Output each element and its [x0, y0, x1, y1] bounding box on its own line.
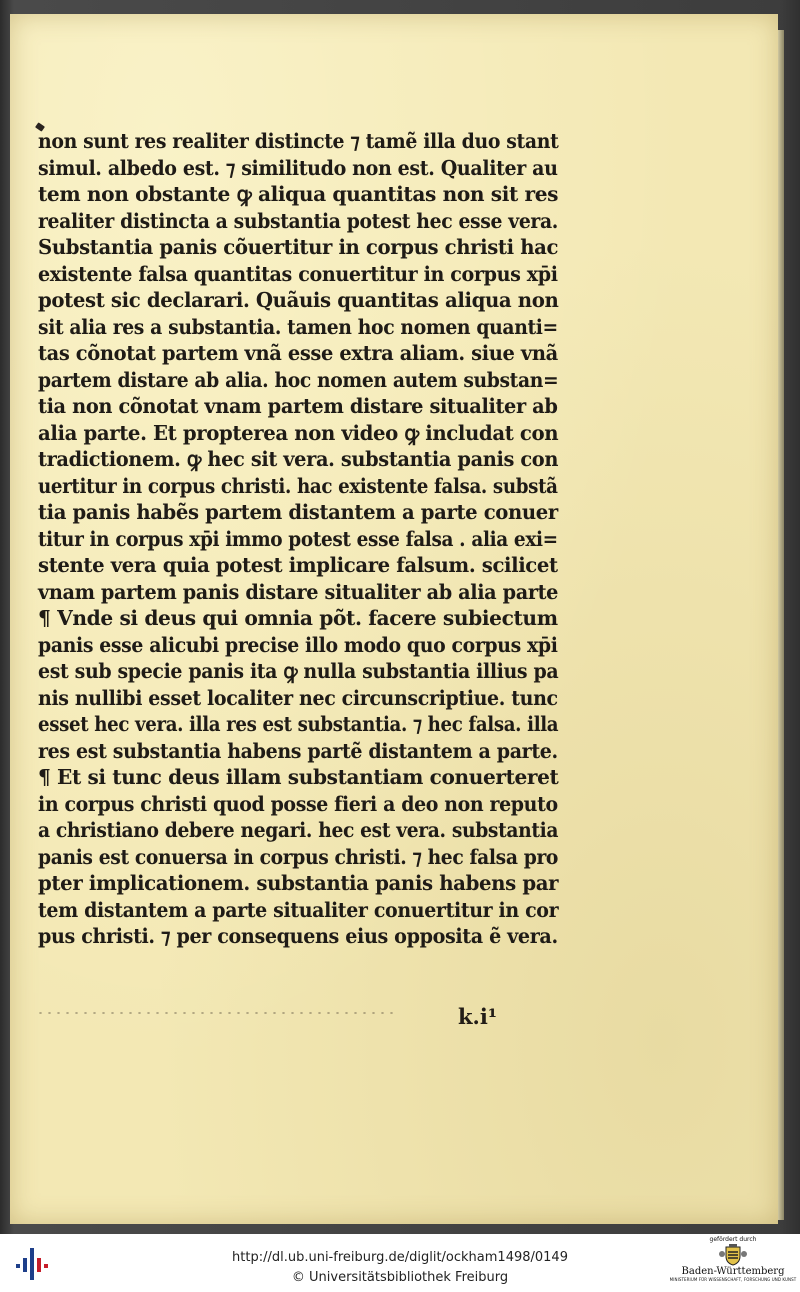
text-line: a christiano debere negari. hec est vera. substantia — [38, 818, 559, 842]
signature-mark: k.i¹ — [458, 1004, 498, 1029]
text-line: tia non cõnotat vnam partem distare situaliter ab — [38, 394, 558, 418]
text-line: non sunt res realiter distincte ⁊ tamẽ illa duo stant — [38, 129, 559, 153]
footer-bar — [0, 1234, 800, 1292]
text-line: sit alia res a substantia. tamen hoc nomen quanti= — [38, 314, 558, 339]
text-line: panis esse alicubi precise illo modo quo corpus xp̄i — [38, 632, 558, 657]
text-line: nis nullibi esset localiter nec circunscriptiue. tunc — [38, 685, 558, 710]
sponsor-label: gefördert durch — [709, 1236, 757, 1243]
text-line: pus christi. ⁊ per consequens eius opposita ẽ vera. — [38, 924, 558, 948]
text-line: titur in corpus xp̄i immo potest esse falsa . alia exi= — [38, 526, 558, 551]
text-line: tem distantem a parte situaliter conuertitur in cor — [38, 897, 559, 922]
text-line: existente falsa quantitas conuertitur in corpus xp̄i — [38, 261, 558, 286]
page-edge — [778, 30, 784, 1220]
text-line: est sub specie panis ita ꝙ nulla substantia illius pa — [38, 659, 559, 683]
text-line: realiter distincta a substantia potest hec esse vera. — [38, 208, 558, 233]
text-line: potest sic declarari. Quãuis quantitas aliqua non — [38, 288, 559, 312]
text-line: tia panis habẽs partem distantem a parte conuer — [38, 500, 558, 524]
sponsor-ministry: MINISTERIUM FÜR WISSENSCHAFT, FORSCHUNG UND KUNST — [669, 1277, 797, 1282]
page-text — [38, 128, 558, 950]
text-line: tem non obstante ꝙ aliqua quantitas non sit res — [38, 182, 559, 206]
text-line: ¶ Et si tunc deus illam substantiam conuerteret — [38, 765, 559, 789]
coat-of-arms-icon — [718, 1244, 748, 1266]
text-line: tradictionem. ꝙ hec sit vera. substantia panis con — [38, 447, 559, 471]
copyright-notice: © Universitätsbibliothek Freiburg — [291, 1270, 509, 1285]
permalink-url[interactable]: http://dl.ub.uni-freiburg.de/diglit/ockham1498/0149 — [232, 1250, 568, 1265]
text-line: uertitur in corpus christi. hac existente falsa. substã — [38, 473, 558, 498]
text-line: panis est conuersa in corpus christi. ⁊ hec falsa pro — [38, 844, 559, 869]
text-line: simul. albedo est. ⁊ similitudo non est. Qualiter au — [38, 155, 558, 180]
text-line: alia parte. Et propterea non video ꝙ includat con — [38, 420, 559, 445]
sponsor-state: Baden-Württemberg — [681, 1266, 785, 1277]
bleed-through-dots — [36, 1012, 396, 1014]
text-line: tas cõnotat partem vnã esse extra aliam. siue vnã — [38, 341, 558, 365]
text-line: partem distare ab alia. hoc nomen autem substan= — [38, 367, 559, 392]
text-line: Substantia panis cõuertitur in corpus christi hac — [38, 235, 559, 259]
text-line: res est substantia habens partẽ distantem a parte. — [38, 738, 558, 763]
text-line: stente vera quia potest implicare falsum. scilicet — [38, 553, 558, 577]
text-line: esset hec vera. illa res est substantia. ⁊ hec falsa. illa — [38, 712, 559, 736]
text-line: pter implicationem. substantia panis habens par — [38, 871, 559, 895]
text-line: vnam partem panis distare situaliter ab alia parte — [38, 579, 559, 604]
sponsor-block — [668, 1236, 798, 1290]
text-line: ¶ Vnde si deus qui omnia põt. facere subiectum — [38, 606, 558, 630]
text-line: in corpus christi quod posse fieri a deo non reputo — [38, 791, 558, 816]
